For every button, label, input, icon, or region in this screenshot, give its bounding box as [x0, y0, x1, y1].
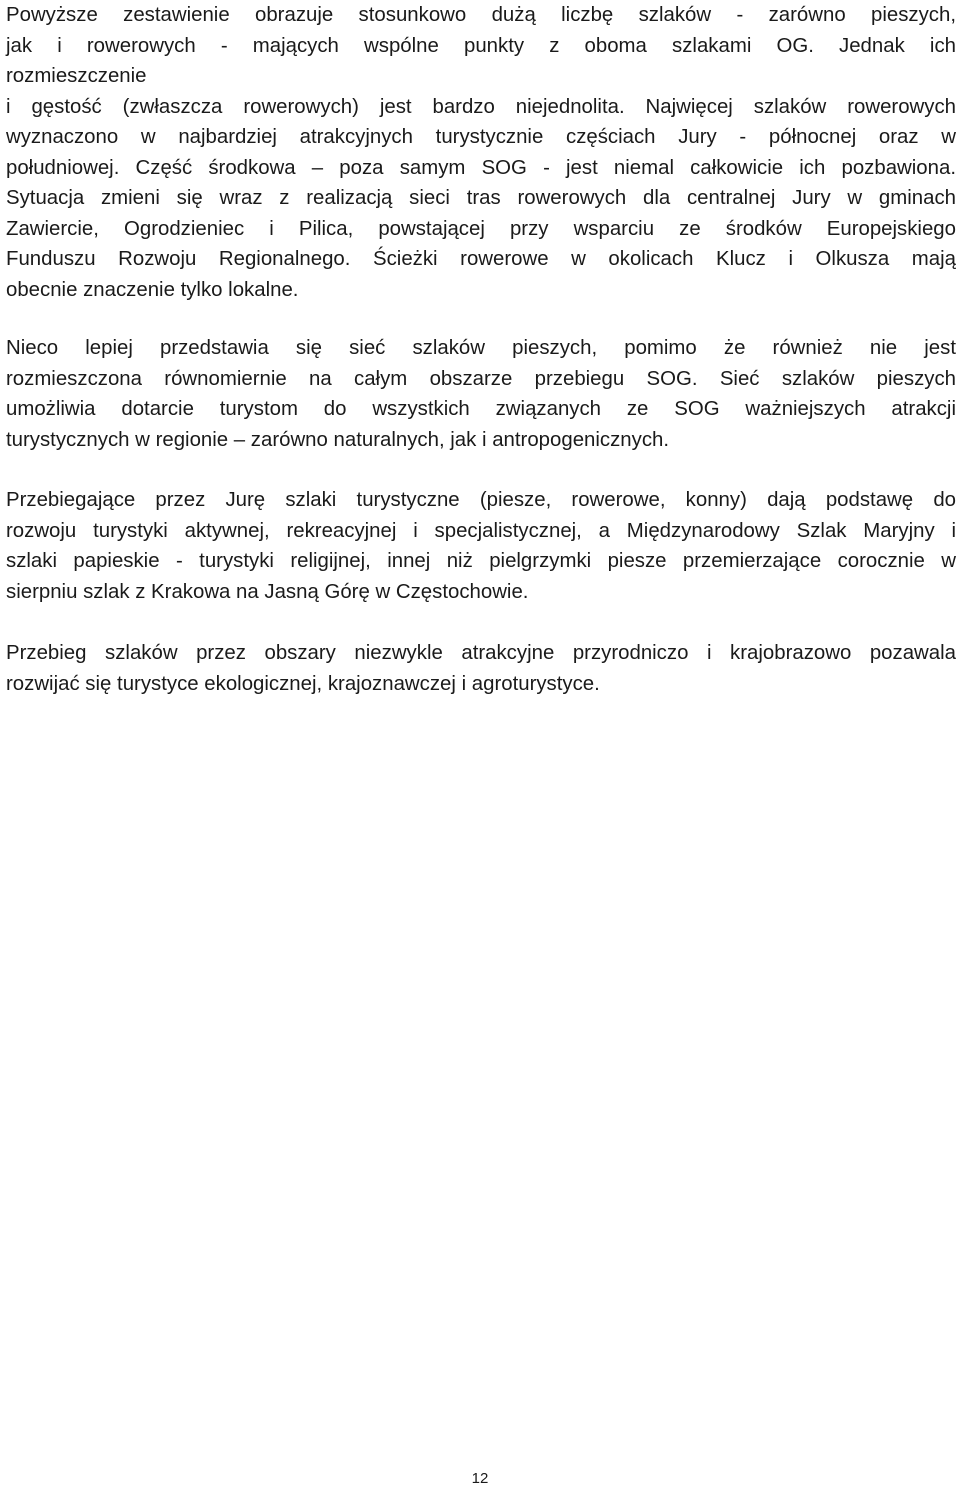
text-line: rozwijać się turystyce ekologicznej, krajoznawczej i agroturystyce. — [6, 672, 600, 695]
paragraph-tourism-development — [6, 485, 956, 607]
text-line: Nieco lepiej przedstawia się sieć szlaków pieszych, pomimo że również nie jest — [6, 337, 956, 359]
text-line: jak i rowerowych - mających wspólne punkty z oboma szlakami OG. Jednak ich — [6, 34, 956, 57]
text-line: i gęstość (zwłaszcza rowerowych) jest bardzo niejednolita. Najwięcej szlaków rowerowych — [6, 95, 956, 118]
text-line: obecnie znaczenie tylko lokalne. — [6, 278, 299, 301]
text-line: Funduszu Rozwoju Regionalnego. Ścieżki rowerowe w okolicach Klucz i Olkusza mają — [6, 248, 956, 270]
text-line: sierpniu szlak z Krakowa na Jasną Górę w Częstochowie. — [6, 580, 529, 603]
text-line: rozwoju turystyki aktywnej, rekreacyjnej i specjalistycznej, a Międzynarodowy Szlak Maryjny i — [6, 519, 956, 542]
text-line: rozmieszczenie — [6, 65, 147, 87]
page-number: 12 — [471, 1470, 489, 1487]
paragraph-walking-trails — [6, 333, 956, 455]
text-line: wyznaczono w najbardziej atrakcyjnych turystycznie częściach Jury - północnej oraz w — [6, 126, 956, 148]
text-line: szlaki papieskie - turystyki religijnej, innej niż pielgrzymki piesze przemierzające corocznie w — [6, 550, 956, 572]
text-line: turystycznych w regionie – zarówno naturalnych, jak i antropogenicznych. — [6, 428, 670, 451]
text-line: umożliwia dotarcie turystom do wszystkich związanych ze SOG ważniejszych atrakcji — [6, 398, 956, 420]
text-line: Sytuacja zmieni się wraz z realizacją sieci tras rowerowych dla centralnej Jury w gminach — [6, 187, 956, 209]
text-line: południowej. Część środkowa – poza samym SOG - jest niemal całkowicie ich pozbawiona. — [6, 156, 956, 179]
paragraph-ecotourism — [6, 638, 956, 699]
text-line: Powyższe zestawienie obrazuje stosunkowo dużą liczbę szlaków - zarówno pieszych, — [6, 4, 956, 26]
text-line: rozmieszczona równomiernie na całym obszarze przebiegu SOG. Sieć szlaków pieszych — [6, 367, 956, 390]
text-line: Przebiegające przez Jurę szlaki turystyczne (piesze, rowerowe, konny) dają podstawę do — [6, 489, 956, 511]
text-line: Zawiercie, Ogrodzieniec i Pilica, powstającej przy wsparciu ze środków Europejskiego — [6, 217, 956, 240]
paragraph-trails-overview — [6, 0, 956, 305]
text-line: Przebieg szlaków przez obszary niezwykle atrakcyjne przyrodniczo i krajobrazowo pozawala — [6, 642, 956, 664]
